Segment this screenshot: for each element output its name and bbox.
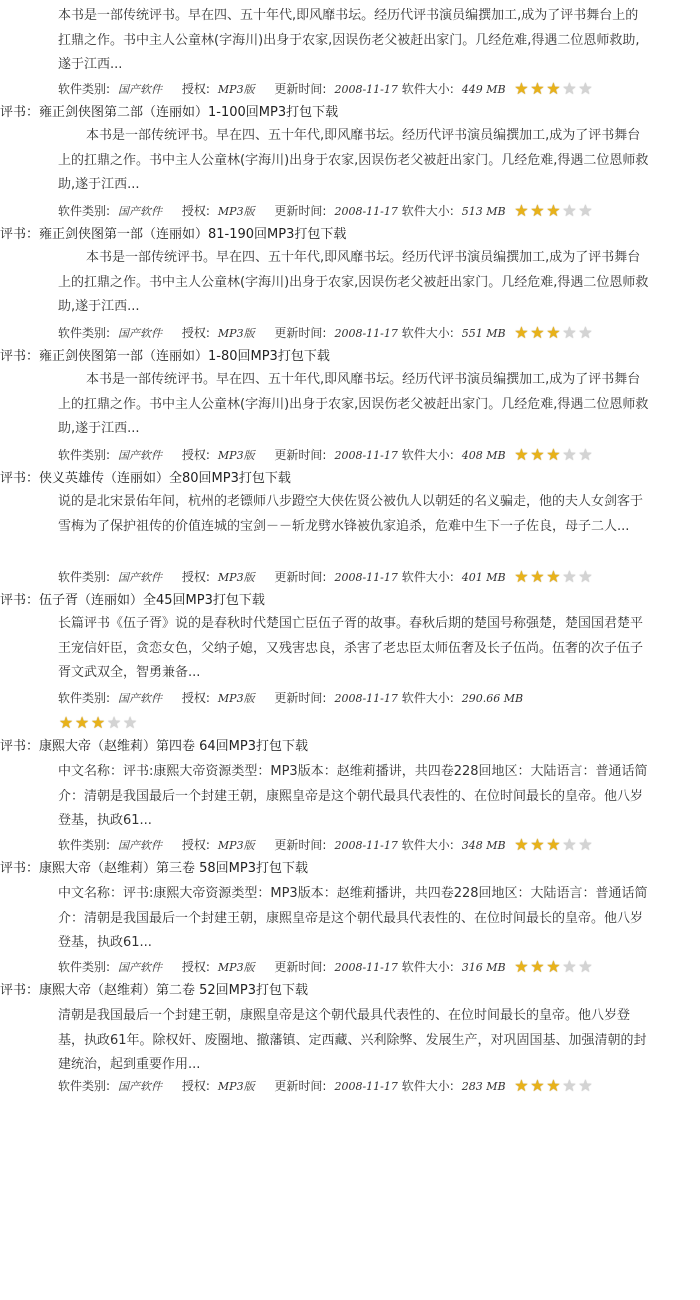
star-filled-icon: ★: [530, 200, 545, 220]
star-filled-icon: ★: [530, 444, 545, 464]
star-filled-icon: ★: [514, 78, 529, 98]
size-label: 软件大小:: [401, 960, 454, 974]
item-description: 长篇评书《伍子胥》说的是春秋时代楚国亡臣伍子胥的故事。春秋后期的楚国号称强楚，楚国国君楚平王宠信奸臣，贪恋女色，父纳子媳，又残害忠良，杀害了老忠臣太师伍奢及长子伍尚。伍奢的次子伍子胥文武双全，智勇兼备...: [58, 616, 644, 680]
star-empty-icon: ★: [122, 713, 138, 732]
star-filled-icon: ★: [530, 956, 545, 976]
updated-value: 2008-11-17: [334, 692, 398, 705]
star-filled-icon: ★: [514, 1075, 529, 1095]
star-empty-icon: ★: [562, 78, 577, 98]
item-description: 本书是一部传统评书。早在四、五十年代,即风靡书坛。经历代评书演员编撰加工,成为了评书舞台上的扛鼎之作。书中主人公童林(字海川)出身于农家,因误伤老父被赶出家门。几经危难,得遇二位恩师救助,遂于江西...: [58, 372, 649, 436]
updated-label: 更新时间:: [274, 570, 327, 584]
updated-value: 2008-11-17: [334, 449, 398, 462]
license-value: MP3版: [217, 327, 255, 340]
star-filled-icon: ★: [514, 322, 529, 342]
star-filled-icon: ★: [90, 713, 106, 732]
size-value: 283 MB: [461, 1080, 506, 1093]
category-label: 软件类别:: [58, 570, 111, 584]
category-value: 国产软件: [118, 83, 163, 96]
size-label: 软件大小:: [401, 82, 454, 96]
star-filled-icon: ★: [514, 200, 529, 220]
license-label: 授权:: [181, 1079, 210, 1093]
category-value: 国产软件: [118, 692, 163, 705]
license-label: 授权:: [181, 326, 210, 340]
star-filled-icon: ★: [546, 322, 561, 342]
license-value: MP3版: [217, 83, 255, 96]
size-value: 401 MB: [461, 571, 506, 584]
license-value: MP3版: [217, 961, 255, 974]
item-description: 说的是北宋景佑年间，杭州的老镖师八步蹬空大侠佐贤公被仇人以朝廷的名义骗走，他的夫人女剑客于雪梅为了保护祖传的价值连城的宝剑－－斩龙劈水锋被仇家追杀，危难中生下一子佐良，母子二人...: [58, 494, 644, 534]
rating-stars: [58, 715, 138, 732]
item-title-link[interactable]: 评书：雍正剑侠图第二部（连丽如）1-100回MP3打包下载: [0, 105, 339, 120]
category-label: 软件类别:: [58, 326, 111, 340]
updated-label: 更新时间:: [274, 960, 327, 974]
star-filled-icon: ★: [546, 78, 561, 98]
category-value: 国产软件: [118, 327, 163, 340]
rating-stars: [513, 836, 593, 856]
updated-value: 2008-11-17: [334, 571, 398, 584]
item-meta: [58, 1076, 593, 1096]
license-label: 授权:: [181, 691, 210, 705]
rating-stars: [513, 324, 593, 344]
category-label: 软件类别:: [58, 1079, 111, 1093]
star-filled-icon: ★: [514, 956, 529, 976]
size-value: 316 MB: [461, 961, 506, 974]
updated-value: 2008-11-17: [334, 961, 398, 974]
updated-value: 2008-11-17: [334, 83, 398, 96]
star-empty-icon: ★: [578, 78, 593, 98]
star-filled-icon: ★: [514, 566, 529, 586]
item-meta: [58, 688, 523, 708]
item-meta: [58, 445, 593, 465]
category-value: 国产软件: [118, 1080, 163, 1093]
size-value: 449 MB: [461, 83, 506, 96]
item-description: 本书是一部传统评书。早在四、五十年代,即风靡书坛。经历代评书演员编撰加工,成为了评书舞台上的扛鼎之作。书中主人公童林(字海川)出身于农家,因误伤老父被赶出家门。几经危难,得遇二位恩师救助,遂于江西...: [58, 8, 640, 72]
category-label: 软件类别:: [58, 448, 111, 462]
star-filled-icon: ★: [546, 200, 561, 220]
star-empty-icon: ★: [562, 1075, 577, 1095]
item-title-link[interactable]: 评书：康熙大帝（赵维莉）第二卷 52回MP3打包下载: [0, 983, 309, 998]
item-title-link[interactable]: 评书：雍正剑侠图第一部（连丽如）81-190回MP3打包下载: [0, 227, 347, 242]
star-empty-icon: ★: [562, 956, 577, 976]
updated-label: 更新时间:: [274, 204, 327, 218]
license-value: MP3版: [217, 1080, 255, 1093]
item-meta: [58, 79, 593, 99]
item-title-link[interactable]: 评书：康熙大帝（赵维莉）第四卷 64回MP3打包下载: [0, 739, 309, 754]
license-label: 授权:: [181, 960, 210, 974]
category-label: 软件类别:: [58, 960, 111, 974]
updated-value: 2008-11-17: [334, 839, 398, 852]
category-label: 软件类别:: [58, 838, 111, 852]
star-empty-icon: ★: [562, 566, 577, 586]
item-description: 清朝是我国最后一个封建王朝，康熙皇帝是这个朝代最具代表性的、在位时间最长的皇帝。他八岁登基，执政61年。除权奸、废圈地、撤藩镇、定西藏、兴利除弊、发展生产，对巩固国基、加强清朝的封建统治，起到重要作用...: [58, 1008, 647, 1072]
star-empty-icon: ★: [562, 200, 577, 220]
star-empty-icon: ★: [578, 566, 593, 586]
license-label: 授权:: [181, 570, 210, 584]
size-label: 软件大小:: [401, 691, 454, 705]
star-empty-icon: ★: [106, 713, 122, 732]
size-value: 408 MB: [461, 449, 506, 462]
item-meta: [58, 323, 593, 343]
item-title-link[interactable]: 评书：雍正剑侠图第一部（连丽如）1-80回MP3打包下载: [0, 349, 330, 364]
item-description: 中文名称：评书:康熙大帝资源类型：MP3版本：赵维莉播讲，共四卷228回地区：大陆语言：普通话简介：清朝是我国最后一个封建王朝，康熙皇帝是这个朝代最具代表性的、在位时间最长的皇帝。他八岁登基，执政61...: [58, 764, 648, 828]
license-value: MP3版: [217, 449, 255, 462]
updated-label: 更新时间:: [274, 838, 327, 852]
star-filled-icon: ★: [546, 1075, 561, 1095]
category-label: 软件类别:: [58, 204, 111, 218]
star-filled-icon: ★: [58, 713, 74, 732]
star-filled-icon: ★: [530, 834, 545, 854]
size-value: 348 MB: [461, 839, 506, 852]
star-empty-icon: ★: [562, 322, 577, 342]
item-meta: [58, 201, 593, 221]
category-value: 国产软件: [118, 839, 163, 852]
star-filled-icon: ★: [546, 834, 561, 854]
size-label: 软件大小:: [401, 838, 454, 852]
size-label: 软件大小:: [401, 1079, 454, 1093]
license-label: 授权:: [181, 82, 210, 96]
size-label: 软件大小:: [401, 326, 454, 340]
rating-stars: [513, 958, 593, 978]
updated-value: 2008-11-17: [334, 1080, 398, 1093]
rating-stars: [513, 446, 593, 466]
star-filled-icon: ★: [530, 1075, 545, 1095]
size-label: 软件大小:: [401, 204, 454, 218]
rating-stars: [513, 568, 593, 588]
rating-stars: [513, 1077, 593, 1097]
updated-label: 更新时间:: [274, 326, 327, 340]
star-empty-icon: ★: [578, 322, 593, 342]
size-label: 软件大小:: [401, 570, 454, 584]
size-label: 软件大小:: [401, 448, 454, 462]
item-title-link[interactable]: 评书：伍子胥（连丽如）全45回MP3打包下载: [0, 593, 265, 608]
category-label: 软件类别:: [58, 691, 111, 705]
item-title-link[interactable]: 评书：侠义英雄传（连丽如）全80回MP3打包下载: [0, 471, 291, 486]
star-empty-icon: ★: [578, 956, 593, 976]
license-label: 授权:: [181, 838, 210, 852]
category-value: 国产软件: [118, 571, 163, 584]
license-value: MP3版: [217, 839, 255, 852]
updated-label: 更新时间:: [274, 82, 327, 96]
updated-value: 2008-11-17: [334, 327, 398, 340]
updated-label: 更新时间:: [274, 691, 327, 705]
star-empty-icon: ★: [578, 444, 593, 464]
item-title-link[interactable]: 评书：康熙大帝（赵维莉）第三卷 58回MP3打包下载: [0, 861, 309, 876]
category-value: 国产软件: [118, 961, 163, 974]
star-filled-icon: ★: [514, 444, 529, 464]
category-value: 国产软件: [118, 205, 163, 218]
license-value: MP3版: [217, 571, 255, 584]
updated-label: 更新时间:: [274, 1079, 327, 1093]
rating-stars: [513, 202, 593, 222]
size-value: 290.66 MB: [461, 692, 524, 705]
updated-value: 2008-11-17: [334, 205, 398, 218]
rating-stars: [513, 80, 593, 100]
category-value: 国产软件: [118, 449, 163, 462]
star-filled-icon: ★: [74, 713, 90, 732]
star-filled-icon: ★: [530, 566, 545, 586]
star-filled-icon: ★: [546, 956, 561, 976]
license-label: 授权:: [181, 448, 210, 462]
size-value: 513 MB: [461, 205, 506, 218]
size-value: 551 MB: [461, 327, 506, 340]
star-empty-icon: ★: [578, 1075, 593, 1095]
item-description: 中文名称：评书:康熙大帝资源类型：MP3版本：赵维莉播讲，共四卷228回地区：大陆语言：普通话简介：清朝是我国最后一个封建王朝，康熙皇帝是这个朝代最具代表性的、在位时间最长的皇帝。他八岁登基，执政61...: [58, 886, 648, 950]
star-empty-icon: ★: [562, 834, 577, 854]
item-description: 本书是一部传统评书。早在四、五十年代,即风靡书坛。经历代评书演员编撰加工,成为了评书舞台上的扛鼎之作。书中主人公童林(字海川)出身于农家,因误伤老父被赶出家门。几经危难,得遇二位恩师救助,遂于江西...: [58, 250, 649, 314]
star-filled-icon: ★: [530, 322, 545, 342]
updated-label: 更新时间:: [274, 448, 327, 462]
star-empty-icon: ★: [562, 444, 577, 464]
license-value: MP3版: [217, 205, 255, 218]
license-label: 授权:: [181, 204, 210, 218]
item-description: 本书是一部传统评书。早在四、五十年代,即风靡书坛。经历代评书演员编撰加工,成为了评书舞台上的扛鼎之作。书中主人公童林(字海川)出身于农家,因误伤老父被赶出家门。几经危难,得遇二位恩师救助,遂于江西...: [58, 128, 649, 192]
star-filled-icon: ★: [514, 834, 529, 854]
star-empty-icon: ★: [578, 200, 593, 220]
category-label: 软件类别:: [58, 82, 111, 96]
item-meta: [58, 835, 593, 855]
star-filled-icon: ★: [546, 566, 561, 586]
star-filled-icon: ★: [530, 78, 545, 98]
item-meta: [58, 957, 593, 977]
item-meta: [58, 567, 593, 587]
license-value: MP3版: [217, 692, 255, 705]
star-empty-icon: ★: [578, 834, 593, 854]
star-filled-icon: ★: [546, 444, 561, 464]
